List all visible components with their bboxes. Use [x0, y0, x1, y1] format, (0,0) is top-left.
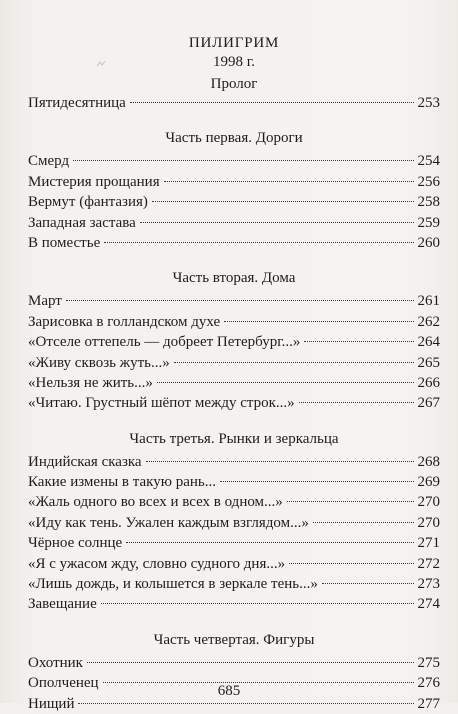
entry-page: 276 [417, 675, 440, 692]
toc-entry [28, 554, 440, 574]
entry-page: 271 [417, 535, 440, 552]
entry-title: Мистерия прощания [28, 173, 160, 190]
entry-page: 259 [417, 214, 440, 231]
entry-title: В поместье [28, 234, 101, 251]
entry-page: 272 [417, 555, 440, 572]
dot-leader [87, 662, 414, 663]
dot-leader [157, 382, 414, 383]
dot-leader [152, 201, 414, 202]
entry-title: «Нельзя не жить...» [28, 374, 153, 391]
entry-page: 275 [417, 654, 440, 671]
entry-title: «Отселе оттепель — добреет Петербург...» [28, 334, 301, 351]
dot-leader [146, 461, 414, 462]
toc-entry [28, 233, 440, 253]
toc-entry [28, 393, 440, 413]
dot-leader [66, 300, 414, 301]
entry-page: 277 [417, 695, 440, 712]
book-year: 1998 г. [213, 54, 255, 70]
entry-page: 269 [417, 474, 440, 491]
dot-leader [140, 222, 414, 223]
toc-entry [28, 332, 440, 352]
entry-title: Зарисовка в голландском духе [28, 313, 221, 330]
entry-title: «Читаю. Грустный шёпот между строк...» [28, 395, 295, 412]
entry-title: Индийская сказка [28, 453, 142, 470]
entry-page: 273 [417, 576, 440, 593]
book-title: ПИЛИГРИМ [188, 35, 280, 51]
toc-entry [28, 653, 440, 673]
dot-leader [174, 362, 414, 363]
toc-entry [28, 594, 440, 614]
page-number: 685 [217, 683, 241, 699]
entry-page: 264 [417, 334, 440, 351]
toc-entry [28, 472, 440, 492]
toc-entry [28, 492, 440, 512]
section-entries [28, 151, 440, 253]
entry-page: 254 [417, 153, 440, 170]
dot-leader [322, 583, 414, 584]
toc-entry [28, 172, 440, 192]
toc-entry [28, 353, 440, 373]
entry-page: 260 [417, 234, 440, 251]
dot-leader [104, 242, 413, 243]
entry-page: 256 [417, 173, 440, 190]
entry-page: 258 [417, 194, 440, 211]
section-title: Часть четвертая. Фигуры [153, 631, 315, 648]
entry-page: 268 [417, 453, 440, 470]
toc-entry [28, 373, 440, 393]
entry-title: «Иду как тень. Ужален каждым взглядом...» [28, 514, 309, 531]
entry-title: Охотник [28, 654, 83, 671]
entry-title: «Живу сквозь жуть...» [28, 354, 170, 371]
entry-title: Завещание [28, 596, 97, 613]
entry-title: «Я с ужасом жду, словно судного дня...» [28, 555, 286, 572]
toc-entry [28, 312, 440, 332]
dot-leader [224, 321, 413, 322]
section-entries [28, 452, 440, 615]
entry-title: Какие измены в такую рань... [28, 474, 216, 491]
entry-title: «Жаль одного во всех и всех в одном...» [28, 494, 283, 511]
section-title: Часть третья. Рынки и зеркальца [129, 430, 339, 447]
toc-entry [28, 291, 440, 311]
toc-entry [28, 533, 440, 553]
dot-leader [304, 341, 413, 342]
entry-page: 262 [417, 313, 440, 330]
entry-title: Чёрное солнце [28, 535, 123, 552]
toc-entry [28, 452, 440, 472]
entry-title: Март [28, 293, 62, 310]
toc-entry [28, 513, 440, 533]
dot-leader [126, 542, 413, 543]
section-title: Пролог [210, 76, 258, 92]
dot-leader [313, 522, 414, 523]
entry-page: 266 [417, 374, 440, 391]
section-entries [28, 93, 440, 113]
entry-page: 253 [417, 95, 440, 111]
toc-entry [28, 192, 440, 212]
entry-title: Смерд [28, 153, 70, 170]
dot-leader [130, 102, 414, 103]
section-title: Часть первая. Дороги [165, 130, 303, 147]
section-entries [28, 291, 440, 413]
entry-title: Западная застава [28, 214, 136, 231]
entry-title: Вермут (фантазия) [28, 194, 148, 211]
section-title: Часть вторая. Дома [172, 270, 296, 287]
toc-entry [28, 213, 440, 233]
entry-title: Ополченец [28, 675, 99, 692]
dot-leader [220, 481, 414, 482]
toc-entry [28, 93, 440, 113]
dot-leader [73, 160, 413, 161]
entry-page: 267 [417, 395, 440, 412]
toc-entry [28, 574, 440, 594]
entry-page: 274 [417, 596, 440, 613]
entry-title: «Лишь дождь, и колышется в зеркале тень...» [28, 576, 318, 593]
toc-entry [28, 151, 440, 171]
entry-title: Нищий [28, 695, 75, 712]
dot-leader [289, 563, 413, 564]
entry-page: 261 [417, 293, 440, 310]
dot-leader [287, 501, 414, 502]
table-of-contents [28, 34, 440, 714]
entry-page: 265 [417, 354, 440, 371]
entry-page: 270 [417, 494, 440, 511]
entry-title: Пятидесятница [28, 95, 126, 111]
entry-page: 270 [417, 514, 440, 531]
dot-leader [299, 402, 414, 403]
dot-leader [164, 181, 414, 182]
dot-leader [101, 603, 414, 604]
